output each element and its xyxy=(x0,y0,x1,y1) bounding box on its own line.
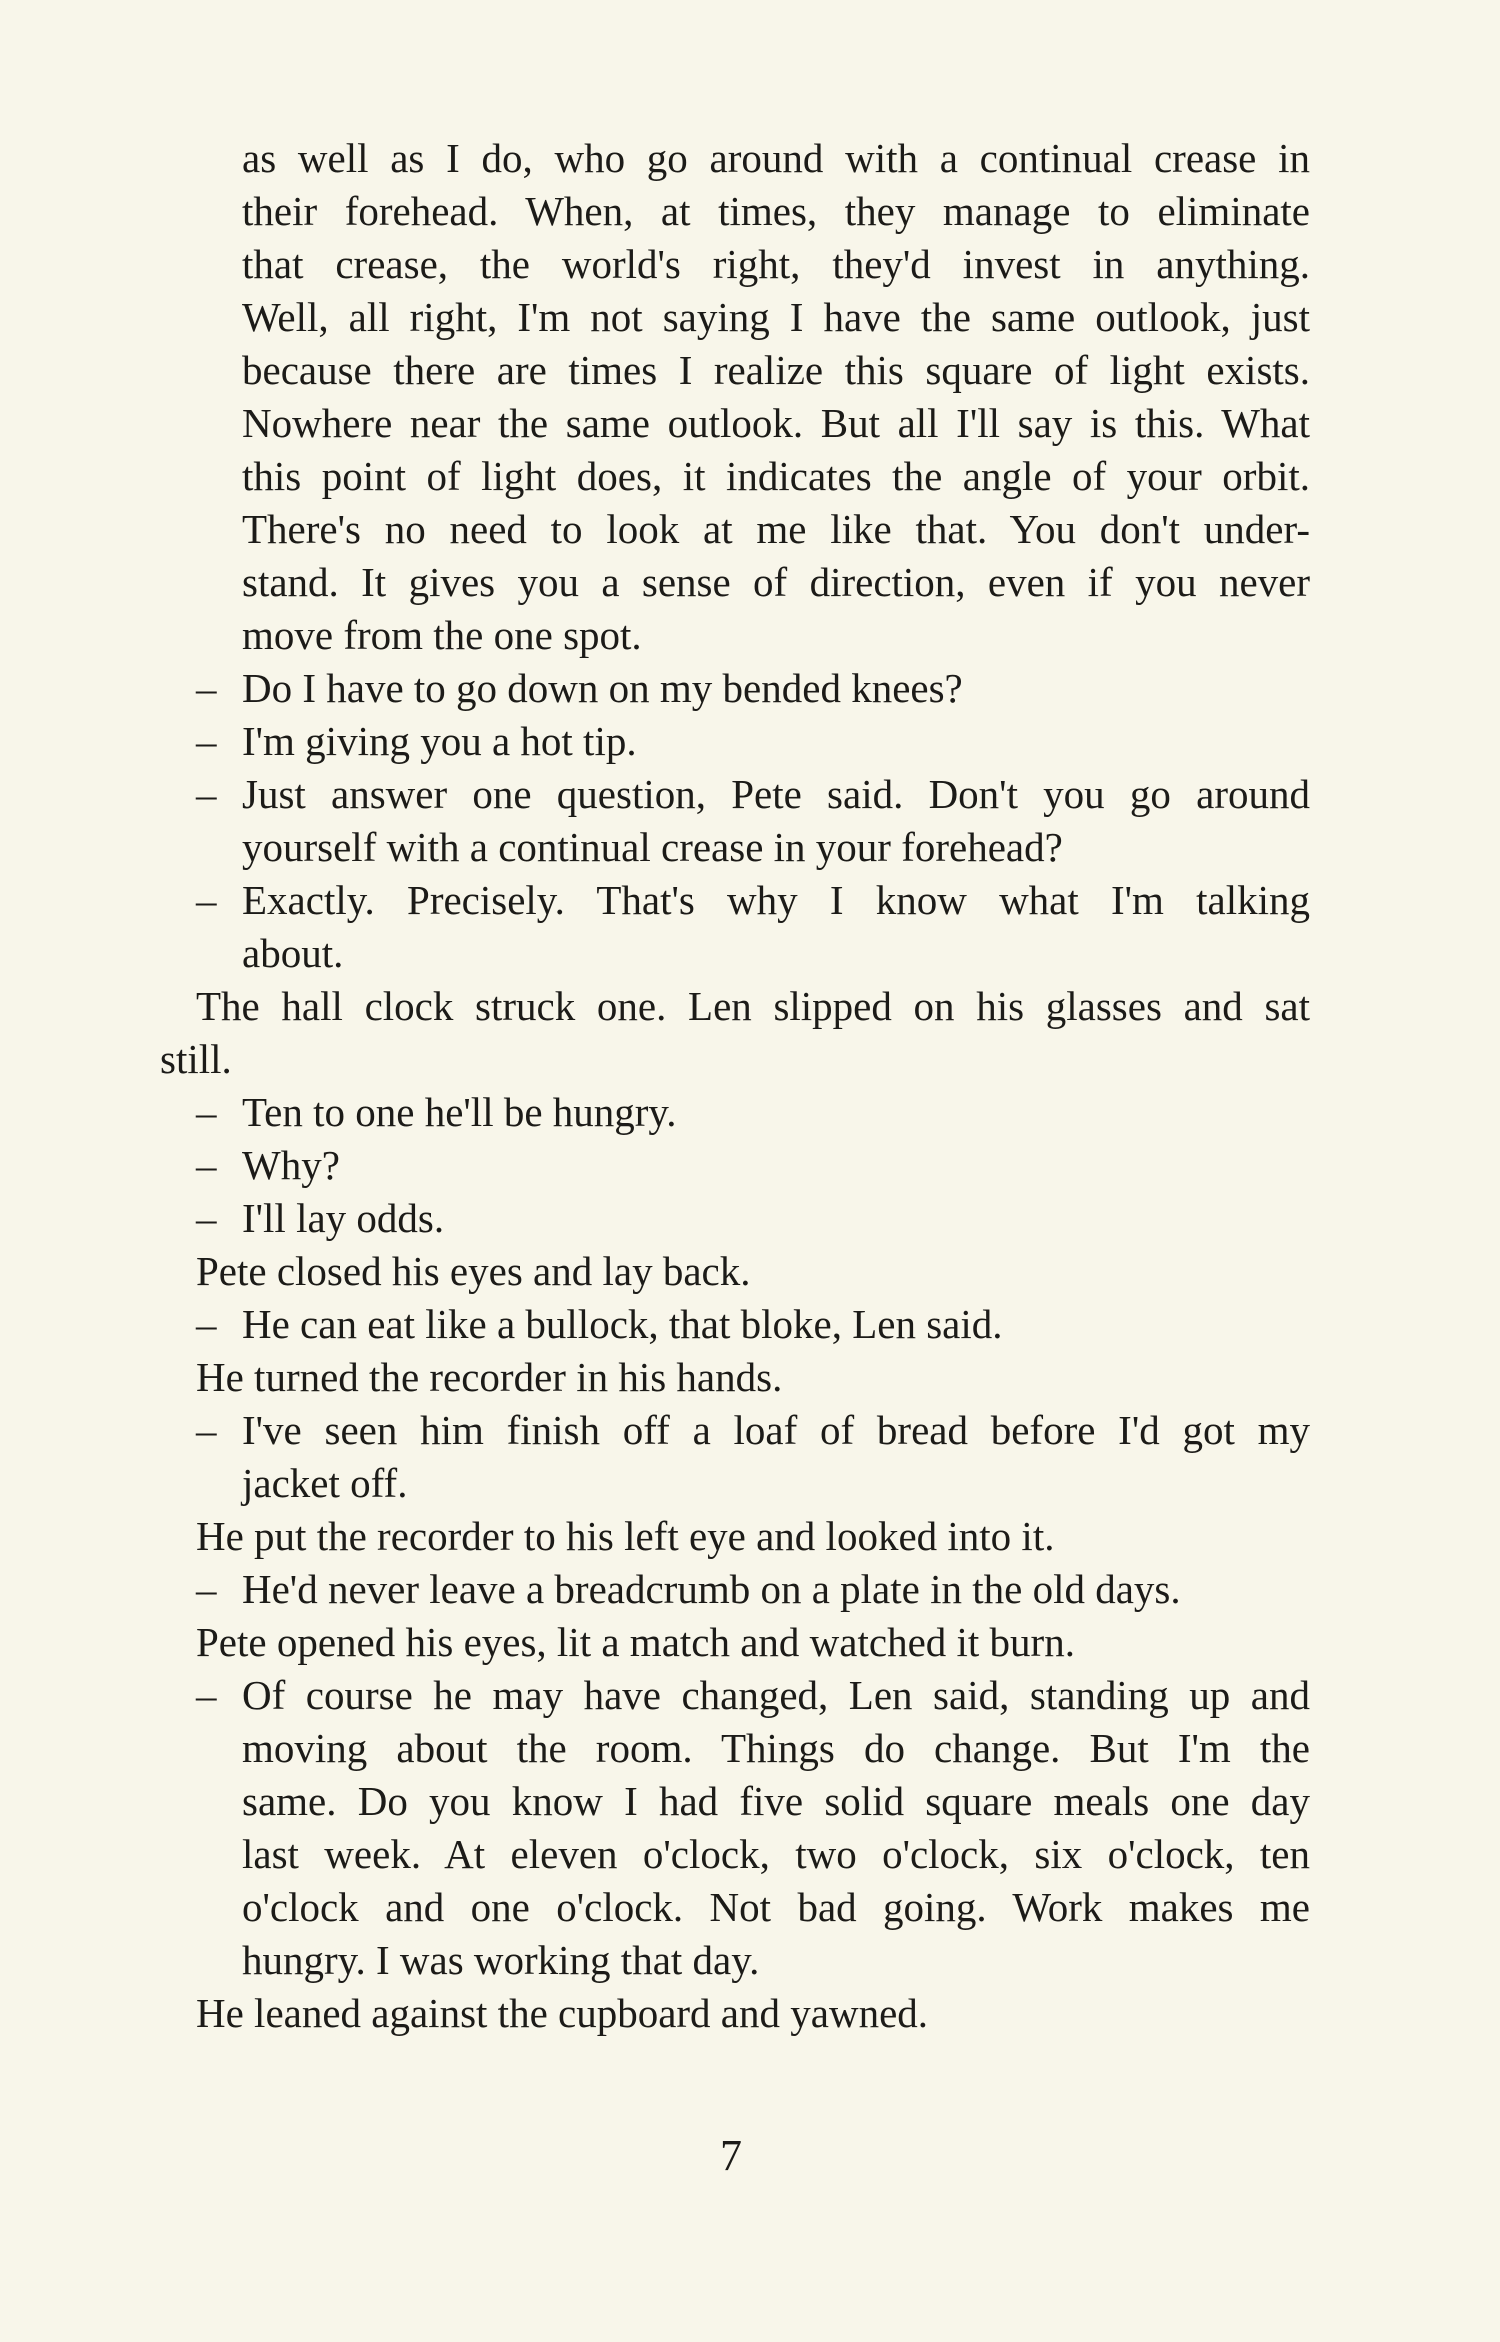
dialogue-dash: – xyxy=(196,665,217,711)
dialogue-text: He can eat like a bullock, that bloke, Len said. xyxy=(242,1301,1003,1347)
dialogue-line xyxy=(160,927,1310,980)
dialogue-text: Of course he may have changed, Len said, standing up and xyxy=(242,1672,1310,1718)
narration-line: He turned the recorder in his hands. xyxy=(196,1354,783,1400)
page-number: 7 xyxy=(720,2131,742,2180)
narration-line: The hall clock struck one. Len slipped on his glasses and sat xyxy=(196,983,1310,1029)
dialogue-dash: – xyxy=(196,1089,217,1135)
text-line: There's no need to look at me like that. You don't under- xyxy=(242,506,1310,552)
dialogue-text: Why? xyxy=(242,1142,340,1188)
text-line: stand. It gives you a sense of direction, even if you never xyxy=(242,559,1310,605)
dialogue-line xyxy=(160,1192,1310,1245)
dialogue-text: I'm giving you a hot tip. xyxy=(242,718,637,764)
dialogue-line xyxy=(160,821,1310,874)
dialogue-text: same. Do you know I had five solid square meals one day xyxy=(242,1778,1310,1824)
dialogue-line xyxy=(160,662,1310,715)
dialogue-dash: – xyxy=(196,718,217,764)
narration-line: He put the recorder to his left eye and looked into it. xyxy=(196,1513,1055,1559)
dialogue-line xyxy=(160,1404,1310,1457)
dialogue-text: Exactly. Precisely. That's why I know what I'm talking xyxy=(242,877,1310,923)
dialogue-text: I've seen him finish off a loaf of bread before I'd got my xyxy=(242,1407,1310,1453)
dialogue-text: last week. At eleven o'clock, two o'clock, six o'clock, ten xyxy=(242,1831,1310,1877)
dialogue-text: hungry. I was working that day. xyxy=(242,1937,760,1983)
dialogue-line xyxy=(160,1881,1310,1934)
narration-line: Pete opened his eyes, lit a match and watched it burn. xyxy=(196,1619,1075,1665)
text-line: their forehead. When, at times, they manage to eliminate xyxy=(242,188,1310,234)
dialogue-line xyxy=(160,1457,1310,1510)
dialogue-line xyxy=(160,768,1310,821)
narration-line: Pete closed his eyes and lay back. xyxy=(196,1248,751,1294)
dialogue-text: Just answer one question, Pete said. Don't you go around xyxy=(242,771,1310,817)
dialogue-line xyxy=(160,1139,1310,1192)
dialogue-text: o'clock and one o'clock. Not bad going. Work makes me xyxy=(242,1884,1310,1930)
dialogue-line xyxy=(160,1086,1310,1139)
text-line: as well as I do, who go around with a continual crease in xyxy=(242,135,1310,181)
dialogue-line xyxy=(160,715,1310,768)
dialogue-line xyxy=(160,1563,1310,1616)
dialogue-line xyxy=(160,1828,1310,1881)
text-line: because there are times I realize this square of light exists. xyxy=(242,347,1310,393)
dialogue-text: Do I have to go down on my bended knees? xyxy=(242,665,963,711)
dialogue-text: He'd never leave a breadcrumb on a plate in the old days. xyxy=(242,1566,1181,1612)
dialogue-dash: – xyxy=(196,771,217,817)
dialogue-text: I'll lay odds. xyxy=(242,1195,445,1241)
dialogue-text: yourself with a continual crease in your forehead? xyxy=(242,824,1063,870)
dialogue-text: jacket off. xyxy=(242,1460,408,1506)
text-line: this point of light does, it indicates the angle of your orbit. xyxy=(242,453,1310,499)
dialogue-text: about. xyxy=(242,930,344,976)
dialogue-line xyxy=(160,1934,1310,1987)
dialogue-line xyxy=(160,1722,1310,1775)
text-line: move from the one spot. xyxy=(242,612,642,658)
dialogue-dash: – xyxy=(196,1407,217,1453)
text-line: that crease, the world's right, they'd invest in anything. xyxy=(242,241,1310,287)
dialogue-text: moving about the room. Things do change. But I'm the xyxy=(242,1725,1310,1771)
dialogue-line xyxy=(160,1669,1310,1722)
dialogue-line xyxy=(160,1298,1310,1351)
dialogue-dash: – xyxy=(196,877,217,923)
dialogue-line xyxy=(160,874,1310,927)
text-line: Well, all right, I'm not saying I have the same outlook, just xyxy=(242,294,1310,340)
dialogue-dash: – xyxy=(196,1566,217,1612)
dialogue-line xyxy=(160,1775,1310,1828)
dialogue-dash: – xyxy=(196,1142,217,1188)
dialogue-dash: – xyxy=(196,1301,217,1347)
dialogue-text: Ten to one he'll be hungry. xyxy=(242,1089,677,1135)
dialogue-dash: – xyxy=(196,1195,217,1241)
text-line: Nowhere near the same outlook. But all I'll say is this. What xyxy=(242,400,1310,446)
narration-line: still. xyxy=(160,1036,232,1082)
dialogue-dash: – xyxy=(196,1672,217,1718)
page-text xyxy=(160,132,1310,2040)
narration-line: He leaned against the cupboard and yawned. xyxy=(196,1990,929,2036)
